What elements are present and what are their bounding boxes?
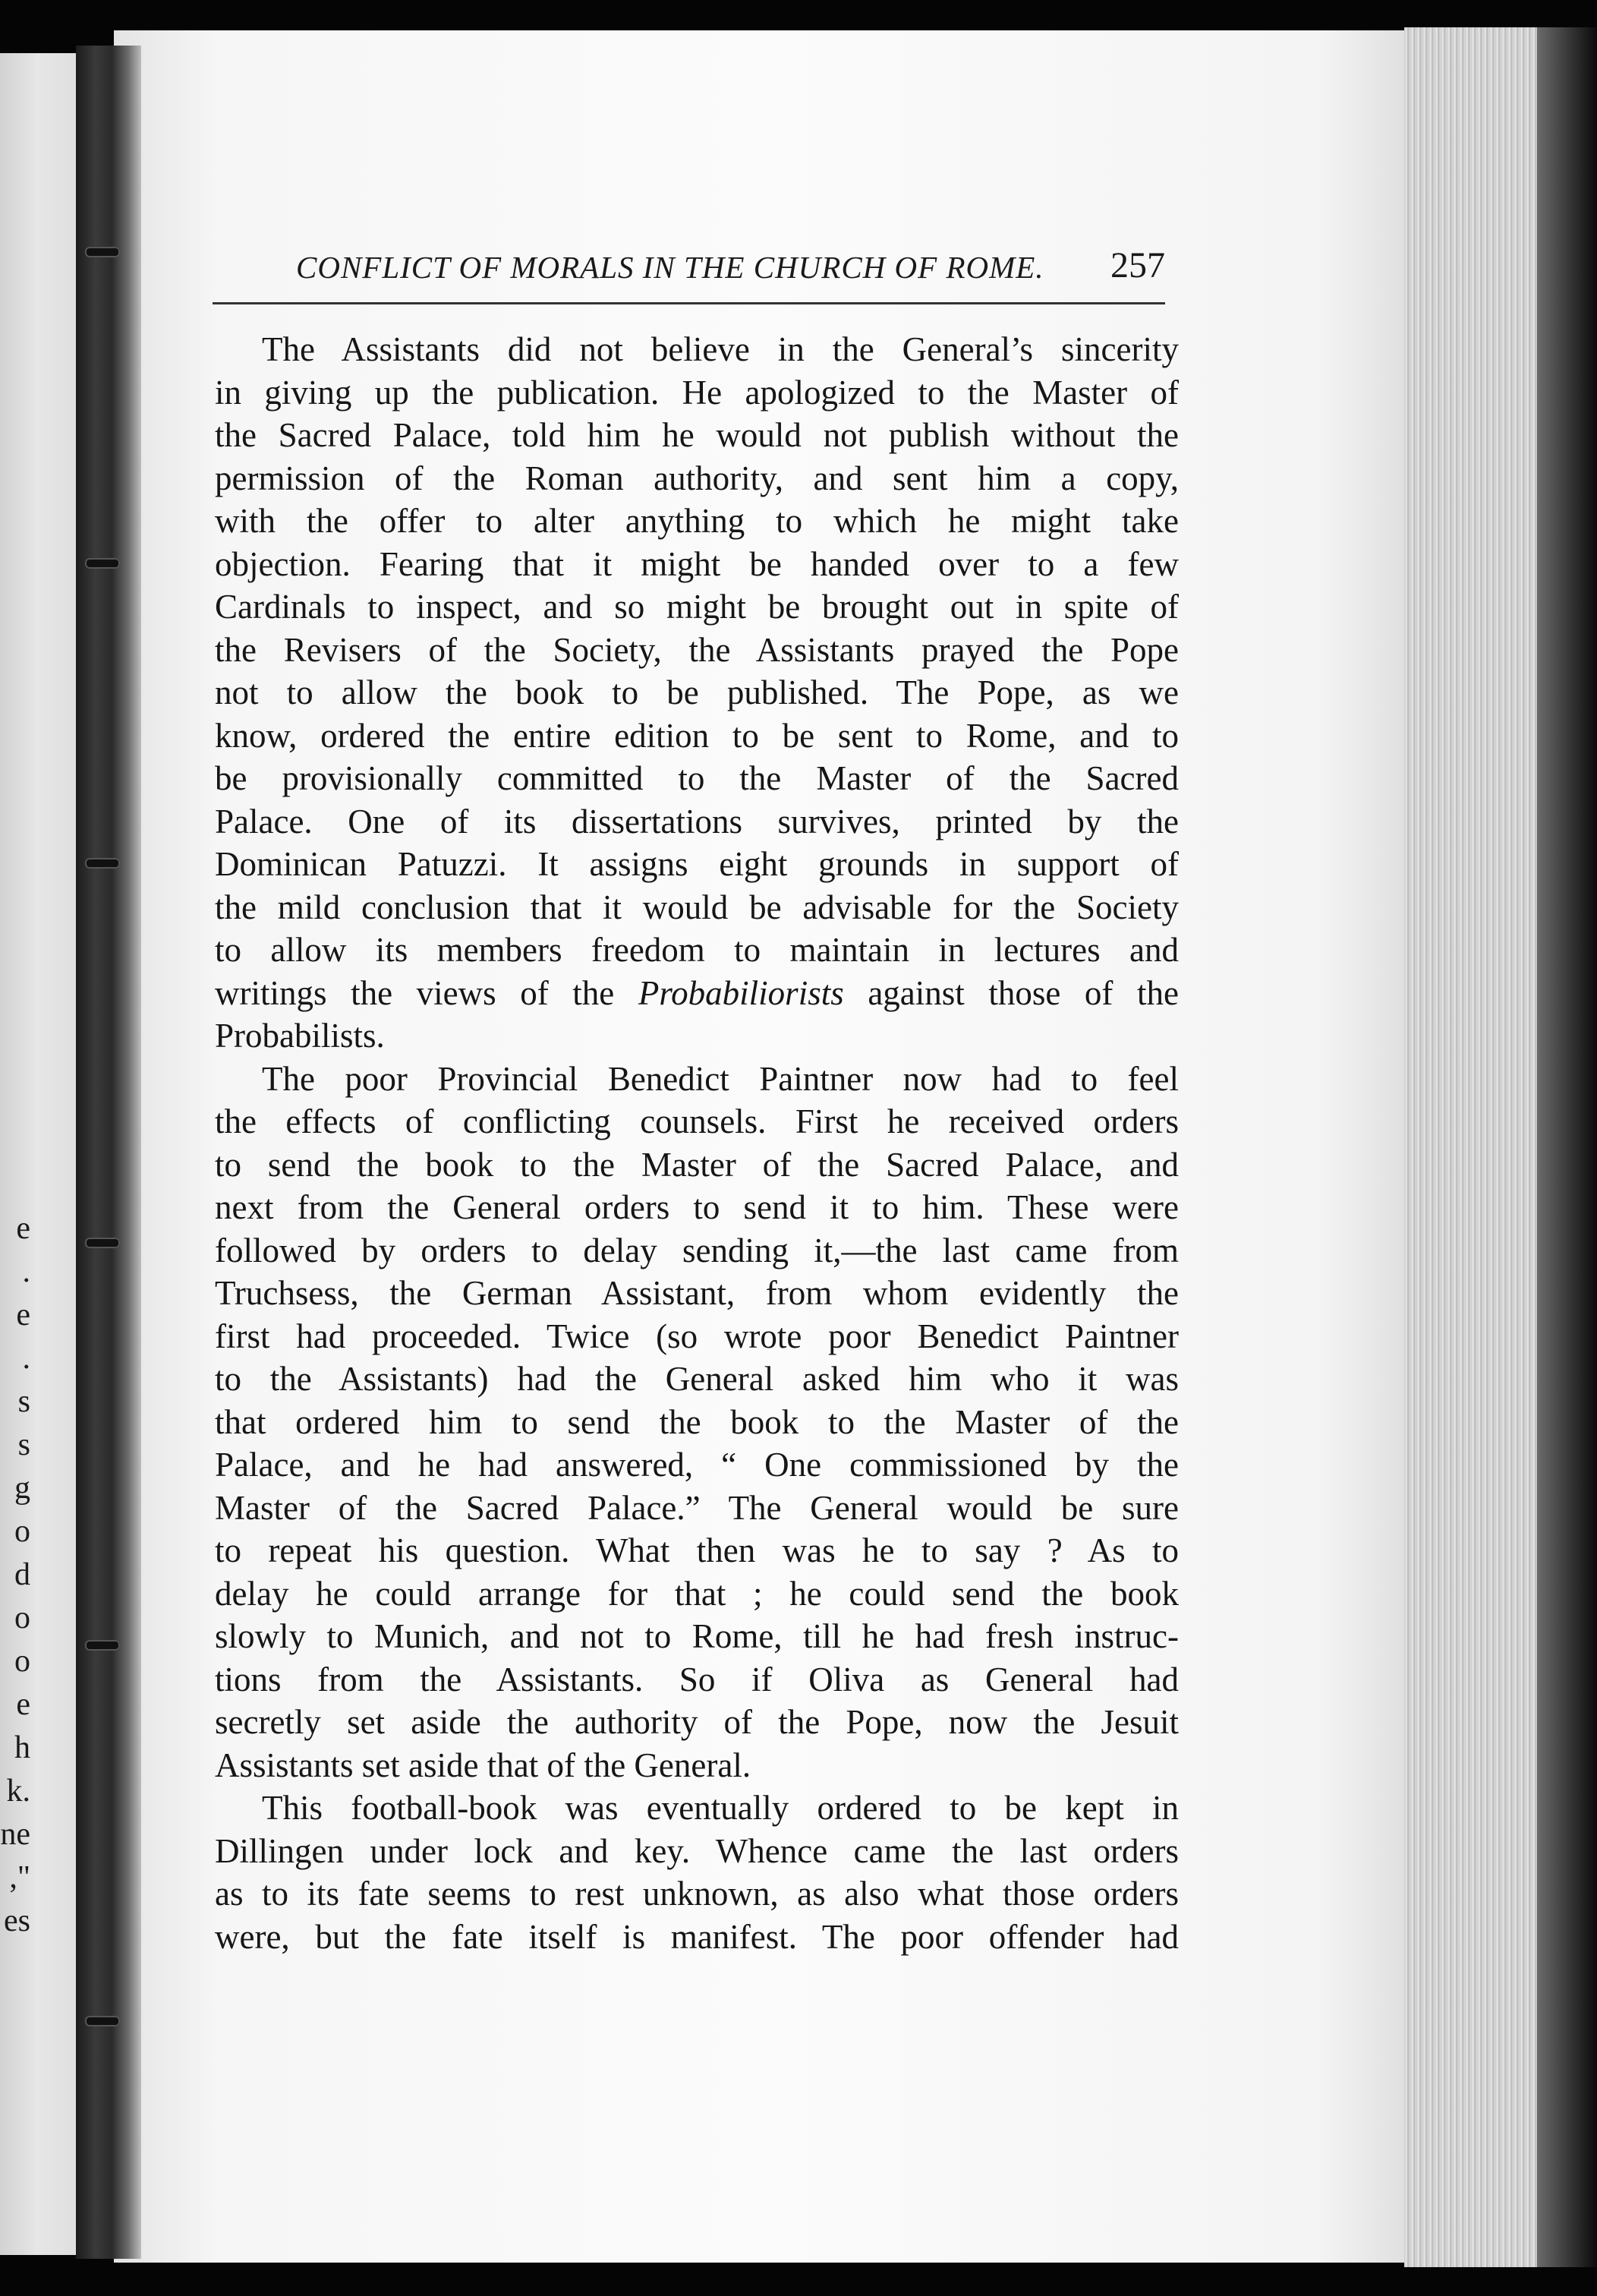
text-line: to repeat his question. What then was he to say ? As to bbox=[215, 1531, 1179, 1569]
text-line: know, ordered the entire edition to be sent to Rome, and to bbox=[215, 716, 1179, 755]
text-line: next from the General orders to send it to him. These were bbox=[215, 1188, 1179, 1226]
paragraph-2 bbox=[215, 1058, 1179, 1787]
text-line: to send the book to the Master of the Sacred Palace, and bbox=[215, 1145, 1179, 1184]
header-rule bbox=[213, 302, 1165, 304]
text-line: permission of the Roman authority, and sent him a copy, bbox=[215, 459, 1179, 497]
text-line: followed by orders to delay sending it,—the last came from bbox=[215, 1231, 1179, 1269]
binding-stitch bbox=[85, 558, 120, 569]
text-line: Cardinals to inspect, and so might be brought out in spite of bbox=[215, 588, 1179, 626]
text-line: secretly set aside the authority of the Pope, now the Jesuit bbox=[215, 1703, 1179, 1741]
text-line: The poor Provincial Benedict Paintner now had to feel bbox=[262, 1059, 1179, 1098]
page-stack-edge bbox=[1404, 27, 1548, 2267]
text-line: Palace. One of its dissertations survives, printed by the bbox=[215, 802, 1179, 840]
binding-stitch bbox=[85, 1238, 120, 1248]
binding-stitch bbox=[85, 858, 120, 869]
left-page-edge-letters: e . e . s s g o d o o e h k. ne ," es bbox=[0, 1211, 30, 1938]
body-text bbox=[215, 328, 1179, 1958]
text-line: delay he could arrange for that ; he could send the book bbox=[215, 1574, 1179, 1613]
text-line: that ordered him to send the book to the Master of the bbox=[215, 1402, 1179, 1441]
page-stack-shadow bbox=[1537, 27, 1597, 2267]
text-line: not to allow the book to be published. The Pope, as we bbox=[215, 673, 1179, 711]
running-title: CONFLICT OF MORALS IN THE CHURCH OF ROME. bbox=[296, 250, 1044, 285]
text-line: Probabilists. bbox=[215, 1017, 385, 1055]
text-line: slowly to Munich, and not to Rome, till he had fresh instruc- bbox=[215, 1617, 1179, 1655]
text-line: the mild conclusion that it would be advisable for the Society bbox=[215, 888, 1179, 926]
text-line: as to its fate seems to rest unknown, as also what those orders bbox=[215, 1875, 1179, 1913]
binding-stitch bbox=[85, 2016, 120, 2026]
binding-stitch bbox=[85, 1640, 120, 1651]
text-line: to the Assistants) had the General asked him who it was bbox=[215, 1360, 1179, 1398]
text-line: were, but the fate itself is manifest. The poor offender had bbox=[215, 1917, 1179, 1956]
text-line: the effects of conflicting counsels. First he received orders bbox=[215, 1102, 1179, 1140]
text-line: Assistants set aside that of the General. bbox=[215, 1746, 751, 1784]
text-line: This football-book was eventually ordered to be kept in bbox=[262, 1789, 1179, 1827]
text-line: be provisionally committed to the Master of the Sacred bbox=[215, 759, 1179, 797]
text-line: Dillingen under lock and key. Whence came the last orders bbox=[215, 1831, 1179, 1870]
text-line: the Revisers of the Society, the Assistants prayed the Pope bbox=[215, 630, 1179, 669]
text-line: the Sacred Palace, told him he would not publish without the bbox=[215, 416, 1179, 454]
page-number: 257 bbox=[1110, 245, 1165, 285]
text-line: Master of the Sacred Palace.” The General would be sure bbox=[215, 1488, 1179, 1527]
italic-term: Probabiliorists bbox=[638, 973, 844, 1012]
book-gutter bbox=[76, 46, 141, 2259]
text-line: first had proceeded. Twice (so wrote poor Benedict Paintner bbox=[215, 1317, 1179, 1355]
text-line: in giving up the publication. He apologized to the Master of bbox=[215, 373, 1179, 412]
text-line: tions from the Assistants. So if Oliva as General had bbox=[215, 1660, 1179, 1698]
text-line: Truchsess, the German Assistant, from whom evidently the bbox=[215, 1274, 1179, 1312]
text-line: The Assistants did not believe in the General’s sincerity bbox=[262, 330, 1179, 368]
text-line: with the offer to alter anything to which he might take bbox=[215, 502, 1179, 540]
running-header bbox=[213, 244, 1165, 305]
text-line: to allow its members freedom to maintain in lectures and bbox=[215, 931, 1179, 969]
text-line: objection. Fearing that it might be handed over to a few bbox=[215, 544, 1179, 583]
text-line: Dominican Patuzzi. It assigns eight grounds in support of bbox=[215, 845, 1179, 883]
paragraph-1 bbox=[215, 328, 1179, 1058]
text-fragment: writings the views of the bbox=[215, 973, 638, 1012]
text-fragment: against those of the bbox=[843, 973, 1179, 1012]
text-line: Palace, and he had answered, “ One commissioned by the bbox=[215, 1446, 1179, 1484]
text-line-with-italic bbox=[215, 972, 1179, 1015]
paragraph-3 bbox=[215, 1787, 1179, 1958]
binding-stitch bbox=[85, 247, 120, 257]
